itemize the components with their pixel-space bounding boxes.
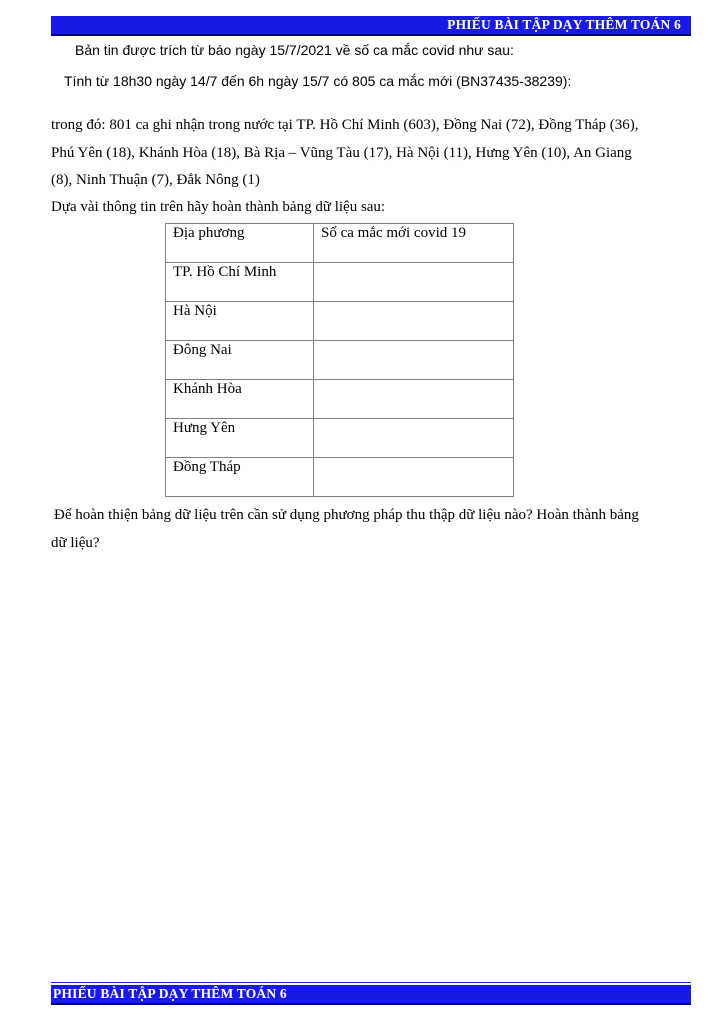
paragraph-line-3: (8), Ninh Thuận (7), Đắk Nông (1) [51, 172, 260, 188]
location-cell: TP. Hồ Chí Minh [166, 263, 314, 302]
table-row [166, 263, 514, 302]
footer-title: PHIẾU BÀI TẬP DẠY THÊM TOÁN 6 [53, 986, 287, 1001]
data-table [165, 223, 514, 497]
header-cell-cases: Số ca mắc mới covid 19 [314, 224, 514, 263]
table-header-row [166, 224, 514, 263]
header-title: PHIẾU BÀI TẬP DẠY THÊM TOÁN 6 [447, 17, 681, 32]
location-cell: Khánh Hòa [166, 380, 314, 419]
location-cell: Hà Nội [166, 302, 314, 341]
cases-cell[interactable] [314, 458, 514, 497]
cases-cell[interactable] [314, 380, 514, 419]
location-cell: Hưng Yên [166, 419, 314, 458]
cases-cell[interactable] [314, 302, 514, 341]
table-row [166, 419, 514, 458]
question-line-1: Để hoàn thiện bảng dữ liệu trên cần sử dụng phương pháp thu thập dữ liệu nào? Hoàn thành bảng [54, 507, 639, 523]
question-line-2: dữ liệu? [51, 535, 100, 551]
page-footer [51, 985, 691, 1005]
paragraph-line-2: Phú Yên (18), Khánh Hòa (18), Bà Rịa – Vũng Tàu (17), Hà Nội (11), Hưng Yên (10), An Giang [51, 145, 632, 161]
instruction-text: Dựa vài thông tin trên hãy hoàn thành bảng dữ liệu sau: [51, 199, 386, 215]
intro-line-2: Tính từ 18h30 ngày 14/7 đến 6h ngày 15/7 có 805 ca mắc mới (BN37435-38239): [64, 73, 572, 89]
page-header [51, 16, 691, 36]
header-cell-location: Địa phương [166, 224, 314, 263]
location-cell: Đồng Tháp [166, 458, 314, 497]
cases-cell[interactable] [314, 263, 514, 302]
intro-line-1: Bản tin được trích từ báo ngày 15/7/2021 về số ca mắc covid như sau: [75, 42, 514, 58]
table-row [166, 458, 514, 497]
table-row [166, 302, 514, 341]
table-row [166, 380, 514, 419]
table-row [166, 341, 514, 380]
paragraph-line-1: trong đó: 801 ca ghi nhận trong nước tại TP. Hồ Chí Minh (603), Đồng Nai (72), Đồng Tháp (36), [51, 117, 639, 133]
footer-divider [51, 982, 691, 983]
location-cell: Đông Nai [166, 341, 314, 380]
cases-cell[interactable] [314, 419, 514, 458]
cases-cell[interactable] [314, 341, 514, 380]
